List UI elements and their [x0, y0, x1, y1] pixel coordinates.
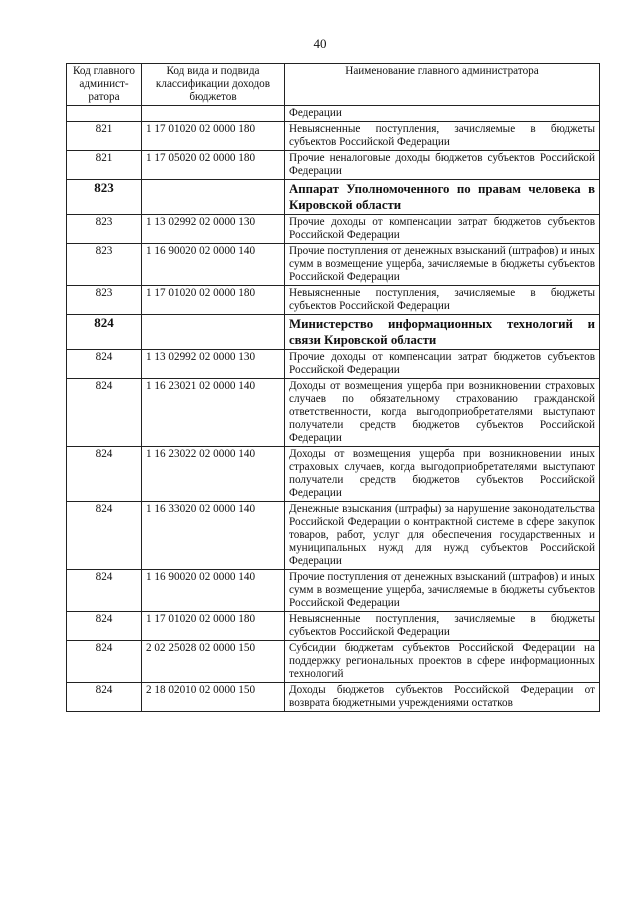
income-code-cell: 1 17 05020 02 0000 180 — [142, 151, 285, 180]
admin-code-cell: 824 — [67, 379, 142, 447]
income-code-cell: 2 18 02010 02 0000 150 — [142, 683, 285, 712]
income-name-cell: Доходы от возмещения ущерба при возникновении иных страховых случаев, когда выгодоприобретателями выступают получатели средств бюджетов субъектов Российской Федерации — [285, 447, 600, 502]
table-row — [67, 641, 600, 683]
income-name-cell: Прочие поступления от денежных взысканий (штрафов) и иных сумм в возмещение ущерба, зачисляемые в бюджеты субъектов Российской Федерации — [285, 244, 600, 286]
admin-code-cell: 823 — [67, 215, 142, 244]
admin-code-cell: 823 — [67, 244, 142, 286]
admin-code-cell: 821 — [67, 122, 142, 151]
admin-code-cell: 824 — [67, 447, 142, 502]
table-row — [67, 244, 600, 286]
admin-code-cell: 824 — [67, 502, 142, 570]
table-row — [67, 122, 600, 151]
income-code-cell — [142, 180, 285, 215]
admin-code-cell: 821 — [67, 151, 142, 180]
administrators-table — [66, 63, 600, 712]
income-code-cell: 1 17 01020 02 0000 180 — [142, 286, 285, 315]
income-name-cell: Доходы бюджетов субъектов Российской Федерации от возврата бюджетными учреждениями остатков — [285, 683, 600, 712]
admin-code-cell — [67, 106, 142, 122]
income-name-cell: Невыясненные поступления, зачисляемые в бюджеты субъектов Российской Федерации — [285, 122, 600, 151]
table-row — [67, 215, 600, 244]
table-row — [67, 612, 600, 641]
admin-code-cell: 824 — [67, 350, 142, 379]
income-code-cell: 1 17 01020 02 0000 180 — [142, 612, 285, 641]
admin-code-cell: 823 — [67, 286, 142, 315]
admin-code-cell: 823 — [67, 180, 142, 215]
admin-code-cell: 824 — [67, 570, 142, 612]
income-name-cell: Прочие поступления от денежных взысканий (штрафов) и иных сумм в возмещение ущерба, зачисляемые в бюджеты субъектов Российской Федерации — [285, 570, 600, 612]
income-code-cell: 1 16 90020 02 0000 140 — [142, 244, 285, 286]
income-code-cell: 1 13 02992 02 0000 130 — [142, 215, 285, 244]
income-code-cell: 1 13 02992 02 0000 130 — [142, 350, 285, 379]
table-row — [67, 570, 600, 612]
header-income-code: Код вида и подвида классификации доходов бюджетов — [142, 64, 285, 106]
table-row — [67, 683, 600, 712]
table-row — [67, 447, 600, 502]
table-row — [67, 502, 600, 570]
income-name-cell: Прочие доходы от компенсации затрат бюджетов субъектов Российской Федерации — [285, 215, 600, 244]
income-name-cell: Аппарат Уполномоченного по правам человека в Кировской области — [285, 180, 600, 215]
admin-code-cell: 824 — [67, 641, 142, 683]
table-row — [67, 106, 600, 122]
administrator-header-row — [67, 180, 600, 215]
income-name-cell: Прочие доходы от компенсации затрат бюджетов субъектов Российской Федерации — [285, 350, 600, 379]
income-code-cell: 1 16 23022 02 0000 140 — [142, 447, 285, 502]
table-row — [67, 379, 600, 447]
income-code-cell — [142, 106, 285, 122]
income-name-cell: Прочие неналоговые доходы бюджетов субъектов Российской Федерации — [285, 151, 600, 180]
income-code-cell: 1 16 23021 02 0000 140 — [142, 379, 285, 447]
page-number: 40 — [313, 36, 327, 51]
income-code-cell: 2 02 25028 02 0000 150 — [142, 641, 285, 683]
header-admin-code: Код главного админист-ратора — [67, 64, 142, 106]
admin-code-cell: 824 — [67, 683, 142, 712]
table-header-row — [67, 64, 600, 106]
income-name-cell: Денежные взыскания (штрафы) за нарушение законодательства Российской Федерации о контрактной системе в сфере закупок товаров, работ, услуг для обеспечения государственных и муниципальных нужд для нужд субъектов Российской Федерации — [285, 502, 600, 570]
income-code-cell: 1 16 90020 02 0000 140 — [142, 570, 285, 612]
table-row — [67, 151, 600, 180]
income-name-cell: Невыясненные поступления, зачисляемые в бюджеты субъектов Российской Федерации — [285, 612, 600, 641]
income-name-cell: Невыясненные поступления, зачисляемые в бюджеты субъектов Российской Федерации — [285, 286, 600, 315]
income-name-cell: Доходы от возмещения ущерба при возникновении страховых случаев по обязательному страхованию гражданской ответственности, когда выгодоприобретателями выступают получатели средств бюджетов субъектов Российской Федерации — [285, 379, 600, 447]
income-code-cell — [142, 315, 285, 350]
income-name-cell: Министерство информационных технологий и связи Кировской области — [285, 315, 600, 350]
header-admin-name: Наименование главного администратора — [285, 64, 600, 106]
admin-code-cell: 824 — [67, 612, 142, 641]
income-code-cell: 1 17 01020 02 0000 180 — [142, 122, 285, 151]
table-row — [67, 286, 600, 315]
income-code-cell: 1 16 33020 02 0000 140 — [142, 502, 285, 570]
income-name-cell: Федерации — [285, 106, 600, 122]
table-row — [67, 350, 600, 379]
income-name-cell: Субсидии бюджетам субъектов Российской Федерации на поддержку региональных проектов в сфере информационных технологий — [285, 641, 600, 683]
administrator-header-row — [67, 315, 600, 350]
admin-code-cell: 824 — [67, 315, 142, 350]
